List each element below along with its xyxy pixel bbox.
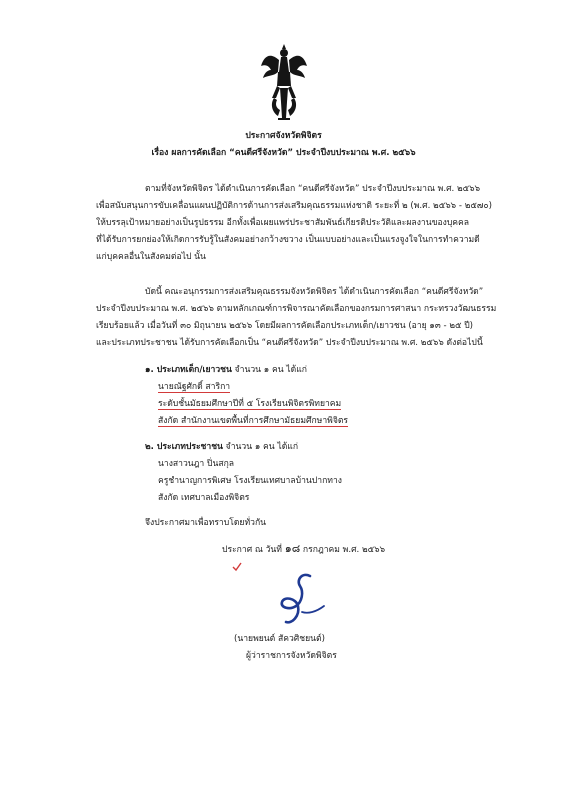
item2-heading (145, 441, 298, 454)
para2-line: บัดนี้ คณะอนุกรรมการส่งเสริมคุณธรรมจังหวัดพิจิตร ได้ดำเนินการคัดเลือก “คนดีศรีจังหวัด” (145, 287, 484, 297)
item1-affiliation: สังกัด สำนักงานเขตพื้นที่การศึกษามัธยมศึกษาพิจิตร (158, 416, 349, 426)
announcement-subject: เรื่อง ผลการคัดเลือก “คนดีศรีจังหวัด” ประจำปีงบประมาณ พ.ศ. ๒๕๖๖ (151, 148, 416, 158)
signature-mark (272, 572, 332, 628)
para1-line: เพื่อสนับสนุนการขับเคลื่อนแผนปฏิบัติการด้านการส่งเสริมคุณธรรมแห่งชาติ ระยะที่ ๒ (พ.ศ. ๒๕๖๖ - ๒๕๗๐) (96, 201, 492, 211)
item2-affiliation: สังกัด เทศบาลเมืองพิจิตร (158, 493, 250, 503)
item1-detail (158, 415, 348, 428)
date-prefix: ประกาศ ณ วันที่ (222, 545, 282, 555)
para1-line: ตามที่จังหวัดพิจิตร ได้ดำเนินการคัดเลือก “คนดีศรีจังหวัด” ประจำปีงบประมาณ พ.ศ. ๒๕๖๖ (145, 184, 481, 194)
check-mark-icon (232, 562, 242, 572)
announcement-date (222, 542, 385, 557)
item1-name: นายณัฐศักดิ์ สาริกา (158, 382, 231, 392)
date-day: ๑๘ (284, 542, 301, 555)
item1-school: ระดับชั้นมัธยมศึกษาปีที่ ๕ โรงเรียนพิจิตรพิทยาคม (158, 399, 342, 409)
item1-heading (145, 364, 307, 377)
item2-position: ครูชำนาญการพิเศษ โรงเรียนเทศบาลบ้านปากทาง (158, 476, 342, 486)
item2-heading-category: ๒. ประเภทประชาชน (145, 442, 223, 452)
item1-heading-category: ๑. ประเภทเด็ก/เยาวชน (145, 365, 232, 375)
signer-name: (นายพยนต์ สัควศิชยนต์) (234, 634, 325, 644)
item1-heading-count: จำนวน ๑ คน ได้แก่ (231, 365, 307, 375)
para1-line: แก่บุคคลอื่นในสังคมต่อไป นั้น (96, 252, 206, 262)
para1-line: ที่ได้รับการยกย่องให้เกิดการรับรู้ในสังคมอย่างกว้างขวาง เป็นแบบอย่างและเป็นแรงจูงใจในการทำความดี (96, 235, 480, 245)
item2-name: นางสาวนฎา ปิ่นสกุล (158, 459, 235, 469)
item1-detail (158, 398, 341, 411)
para2-line: และประเภทประชาชน ได้รับการคัดเลือกเป็น “คนดีศรีจังหวัด” ประจำปีงบประมาณ พ.ศ. ๒๕๖๖ ดังต่อไปนี้ (96, 338, 483, 348)
announcement-title: ประกาศจังหวัดพิจิตร (245, 131, 322, 141)
closing-text: จึงประกาศมาเพื่อทราบโดยทั่วกัน (145, 518, 267, 528)
item1-detail (158, 381, 230, 394)
item2-heading-count: จำนวน ๑ คน ได้แก่ (222, 442, 299, 452)
signer-position: ผู้ว่าราชการจังหวัดพิจิตร (246, 651, 337, 661)
date-month-year: กรกฎาคม พ.ศ. ๒๕๖๖ (302, 545, 386, 555)
para2-line: เรียบร้อยแล้ว เมื่อวันที่ ๓๐ มิถุนายน ๒๕๖๖ โดยมีผลการคัดเลือกประเภทเด็ก/เยาวชน (อายุ ๑๓ - ๒๕ ปี) (96, 321, 474, 331)
para1-line: ให้บรรลุเป้าหมายอย่างเป็นรูปธรรม อีกทั้งเพื่อเผยแพร่ประชาสัมพันธ์เกียรติประวัติและผลงานของบุคคล (96, 218, 470, 228)
garuda-emblem-icon (260, 42, 308, 122)
para2-line: ประจำปีงบประมาณ พ.ศ. ๒๕๖๖ ตามหลักเกณฑ์การพิจารณาคัดเลือกของกรมการศาสนา กระทรวงวัฒนธรรม (96, 304, 497, 314)
